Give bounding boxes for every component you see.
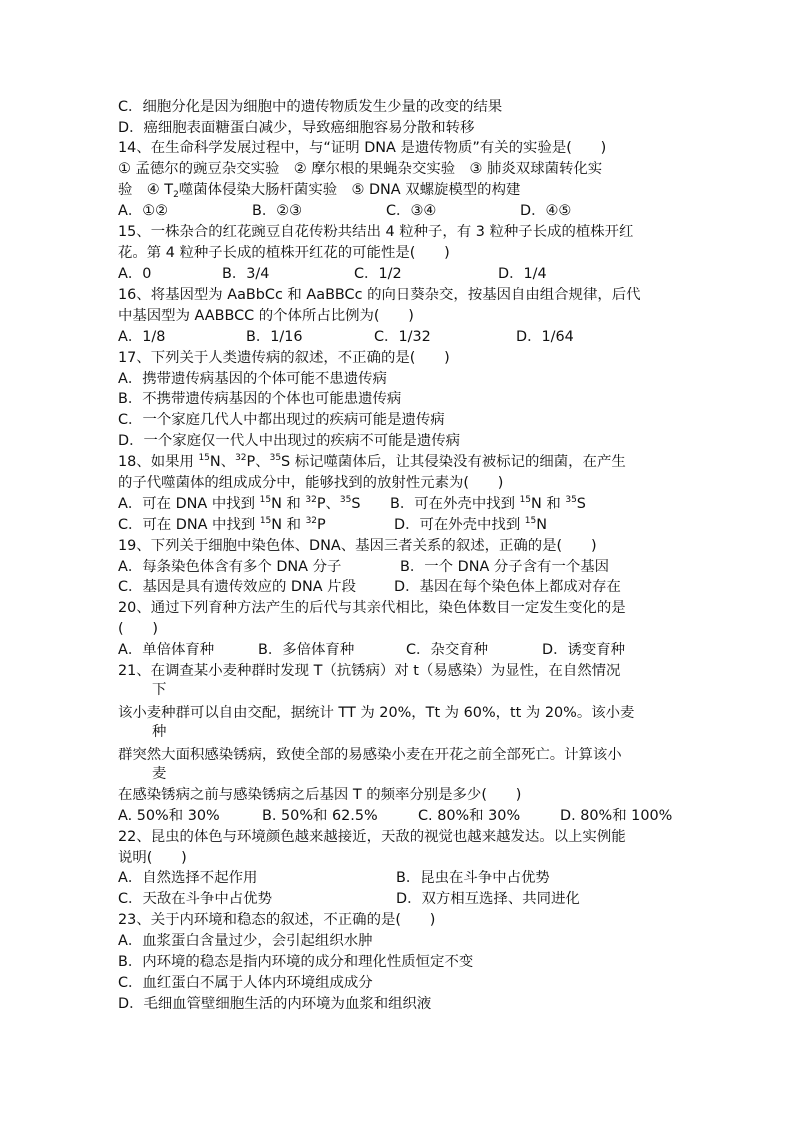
q20-option-d: D．诱变育种: [542, 642, 626, 658]
q18-stem-line2: 的子代噬菌体的组成成分中，能够找到的放射性元素为( ): [118, 475, 504, 491]
q16-option-d: D．1/64: [516, 329, 574, 345]
q16-option-b: B．1/16: [246, 329, 303, 345]
q21-line3: 群突然大面积感染锈病，致使全部的易感染小麦在开花之前全部死亡。计算该小: [118, 747, 622, 763]
q15-option-d: D．1/4: [498, 266, 547, 282]
q21-option-a: A. 50%和 30%: [118, 808, 220, 824]
q18-option-a: A．可在 DNA 中找到 $^{15}$N 和 $^{32}$P、$^{35}$S: [118, 495, 361, 512]
q16-option-a: A．1/8: [118, 329, 166, 345]
q23-stem: 23、关于内环境和稳态的叙述，不正确的是( ): [118, 912, 436, 928]
q21-line2-wrap: 种: [152, 724, 167, 740]
q21-line3-wrap: 麦: [152, 766, 167, 782]
q15-stem-line2: 花。第 4 粒种子长成的植株开红花的可能性是( ): [118, 245, 450, 261]
q16-stem-line1: 16、将基因型为 AaBbCc 和 AaBBCc 的向日葵杂交，按基因自由组合规律，后代: [118, 287, 641, 303]
q21-option-b: B. 50%和 62.5%: [262, 808, 378, 824]
q14-option-b: B．②③: [252, 203, 303, 219]
q18-stem-line1: 18、如果用 $^{15}$N、$^{32}$P、$^{35}$S 标记噬菌体后，让其侵染没有被标记的细菌，在产生: [118, 453, 626, 470]
q22-option-a: A．自然选择不起作用: [118, 870, 258, 886]
q15-option-a: A．0: [118, 266, 152, 282]
q22-option-d: D．双方相互选择、共同进化: [396, 891, 580, 907]
q19-option-c: C．基因是具有遗传效应的 DNA 片段: [118, 579, 356, 595]
q15-stem-line1: 15、一株杂合的红花豌豆自花传粉共结出 4 粒种子，有 3 粒种子长成的植株开红: [118, 224, 634, 240]
q14-option-a: A．①②: [118, 203, 169, 219]
q22-stem-line2: 说明( ): [118, 850, 187, 866]
q14-items-line1: ① 孟德尔的豌豆杂交实验 ② 摩尔根的果蝇杂交实验 ③ 肺炎双球菌转化实: [118, 161, 603, 177]
q21-line1: 21、在调查某小麦种群时发现 T（抗锈病）对 t（易感染）为显性，在自然情况: [118, 663, 621, 679]
q19-option-b: B．一个 DNA 分子含有一个基因: [400, 559, 610, 575]
q20-option-b: B．多倍体育种: [258, 642, 355, 658]
q22-option-b: B．昆虫在斗争中占优势: [396, 870, 550, 886]
q20-stem-line2: ( ): [118, 621, 159, 637]
q18-option-b: B．可在外壳中找到 $^{15}$N 和 $^{35}$S: [390, 495, 586, 512]
q13-option-c: C．细胞分化是因为细胞中的遗传物质发生少量的改变的结果: [118, 99, 503, 115]
q16-option-c: C．1/32: [374, 329, 431, 345]
q23-option-d: D．毛细血管壁细胞生活的内环境为血浆和组织液: [118, 996, 432, 1012]
q14-stem: 14、在生命科学发展过程中，与“证明 DNA 是遗传物质”有关的实验是( ): [118, 140, 607, 156]
q23-option-b: B．内环境的稳态是指内环境的成分和理化性质恒定不变: [118, 954, 474, 970]
q16-stem-line2: 中基因型为 AABBCC 的个体所占比例为( ): [118, 308, 414, 324]
q20-stem-line1: 20、通过下列育种方法产生的后代与其亲代相比，染色体数目一定发生变化的是: [118, 600, 626, 616]
q23-option-a: A．血浆蛋白含量过少，会引起组织水肿: [118, 933, 373, 949]
q15-option-c: C．1/2: [354, 266, 402, 282]
q23-option-c: C．血红蛋白不属于人体内环境组成成分: [118, 975, 373, 991]
q18-option-c: C．可在 DNA 中找到 $^{15}$N 和 $^{32}$P: [118, 516, 326, 533]
q21-line4: 在感染锈病之前与感染锈病之后基因 T 的频率分别是多少( ): [118, 787, 522, 803]
q17-option-d: D．一个家庭仅一代人中出现过的疾病不可能是遗传病: [118, 433, 461, 449]
q20-option-a: A．单倍体育种: [118, 642, 215, 658]
q14-option-d: D．④⑤: [520, 203, 572, 219]
q19-stem: 19、下列关于细胞中染色体、DNA、基因三者关系的叙述，正确的是( ): [118, 538, 597, 554]
q19-option-a: A．每条染色体含有多个 DNA 分子: [118, 559, 342, 575]
q22-stem-line1: 22、昆虫的体色与环境颜色越来越接近，天敌的视觉也越来越发达。以上实例能: [118, 829, 626, 845]
q17-stem: 17、下列关于人类遗传病的叙述，不正确的是( ): [118, 350, 450, 366]
q17-option-b: B．不携带遗传病基因的个体也可能患遗传病: [118, 391, 402, 407]
q14-items-line2: 验 ④ $T_2$噬菌体侵染大肠杆菌实验 ⑤ DNA 双螺旋模型的构建: [118, 182, 521, 200]
q18-option-d: D．可在外壳中找到 $^{15}$N: [394, 516, 547, 533]
q21-line2: 该小麦种群可以自由交配，据统计 TT 为 20%，Tt 为 60%，tt 为 20%。该小麦: [118, 705, 635, 721]
q21-line1-wrap: 下: [152, 682, 167, 698]
q15-option-b: B．3/4: [222, 266, 270, 282]
q21-option-c: C. 80%和 30%: [418, 808, 521, 824]
q14-option-c: C．③④: [386, 203, 437, 219]
q13-option-d: D．癌细胞表面糖蛋白减少，导致癌细胞容易分散和转移: [118, 120, 475, 136]
q20-option-c: C．杂交育种: [406, 642, 489, 658]
q22-option-c: C．天敌在斗争中占优势: [118, 891, 272, 907]
q21-option-d: D. 80%和 100%: [560, 808, 673, 824]
q19-option-d: D．基因在每个染色体上都成对存在: [394, 579, 621, 595]
q17-option-a: A．携带遗传病基因的个体可能不患遗传病: [118, 371, 387, 387]
q17-option-c: C．一个家庭几代人中都出现过的疾病可能是遗传病: [118, 412, 445, 428]
